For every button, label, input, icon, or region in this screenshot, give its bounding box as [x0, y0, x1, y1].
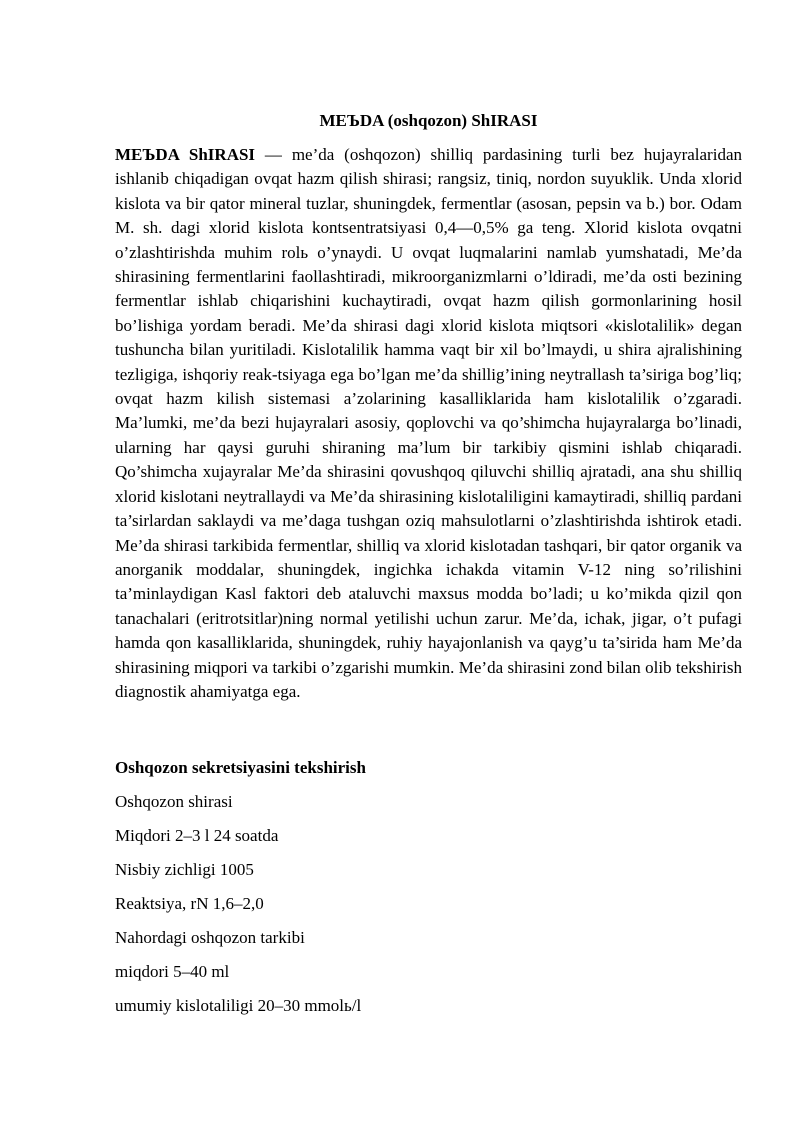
- list-item: Miqdori 2–3 l 24 soatda: [115, 826, 279, 846]
- intro-text: — me’da (oshqozon) shilliq pardasining turli bez hujayralaridan ishlanib chiqadigan ovqat hazm qilish shirasi; rangsiz, tiniq, nordon suyuklik. Unda xlorid kislota va bir qator mineral tuzlar, shuningdek, fermentlar (asosan, pepsin va b.) bor. Odam M. sh. dagi xlorid kislota kontsentratsiyasi 0,4—0,5% ga teng. Xlorid kislota ovqatni o’zlashtirishda muhim rolь o’ynaydi. U ovqat luqmalarini namlab yumshatadi, Me’da shirasining fermentlarini faollashtiradi, mikroorganizmlarni o’ldiradi, me’da osti bezining fermentlar ishlab chiqarishini kuchaytiradi, ovqat hazm qilish gormonlarining hosil bo’lishiga yordam beradi. Me’da shirasi dagi xlorid kislota miqtsori «kislotalilik» degan tushuncha bilan yuritiladi. Kislotalilik hamma vaqt bir xil bo’lmaydi, u shira ajralishining tezligiga, ishqoriy reak-tsiyaga ega bo’lgan me’da shillig’ining neytrallash ta’siriga bog’liq; ovqat hazm kilish sistemasi a’zolarining kasalliklarida ham kislotalilik o’zgaradi. Ma’lumki, me’da bezi hujayralari asosiy, qoplovchi va qo’shimcha hujayralarga bo’linadi, ularning har qaysi guruhi shiraning ma’lum bir tarkibiy qismini ishlab chiqaradi. Qo’shimcha xujayralar Me’da shirasini qovushqoq qiluvchi shilliq ajratadi, ana shu shilliq xlorid kislotani neytrallaydi va Me’da shirasining kislotaliligini kamaytiradi, shilliq pardani ta’sirlardan saklaydi va me’daga tushgan oziq mahsulotlarni o’zlashtirishda ishtirok etadi. Me’da shirasi tarkibida fermentlar, shilliq va xlorid kislotadan tashqari, bir qator organik va anorganik moddalar, shuningdek, ingichka ichakda vitamin V-12 ning so’rilishini ta’minlaydigan Kasl faktori deb ataluvchi maxsus modda bo’ladi; u ko’mikda qizil qon tanachalari (eritrotsitlar)ning normal yetilishi uchun zarur. Me’da, ichak, jigar, o’t pufagi hamda qon kasalliklarida, shuningdek, ruhiy hayajonlanish va qayg’u ta’sirida ham Me’da shirasining miqpori va tarkibi o’zgarishi mumkin. Me’da shirasini zond bilan olib tekshirish diagnostik ahamiyatga ega.: [115, 145, 742, 701]
- list-item: Nahordagi oshqozon tarkibi: [115, 928, 305, 948]
- intro-paragraph: [115, 143, 742, 704]
- list-item: Nisbiy zichligi 1005: [115, 860, 254, 880]
- list-item: miqdori 5–40 ml: [115, 962, 230, 982]
- section-title: Oshqozon sekretsiyasini tekshirish: [115, 758, 366, 778]
- info-list: [115, 790, 742, 1018]
- page-title: MEЪDA (oshqozon) ShIRASI: [319, 111, 538, 130]
- intro-term: MEЪDA ShIRASI: [115, 145, 256, 164]
- document-page: [115, 109, 742, 1018]
- list-item: umumiy kislotaliligi 20–30 mmolь/l: [115, 996, 362, 1016]
- list-item: Oshqozon shirasi: [115, 792, 233, 812]
- list-item: Reaktsiya, rN 1,6–2,0: [115, 894, 264, 914]
